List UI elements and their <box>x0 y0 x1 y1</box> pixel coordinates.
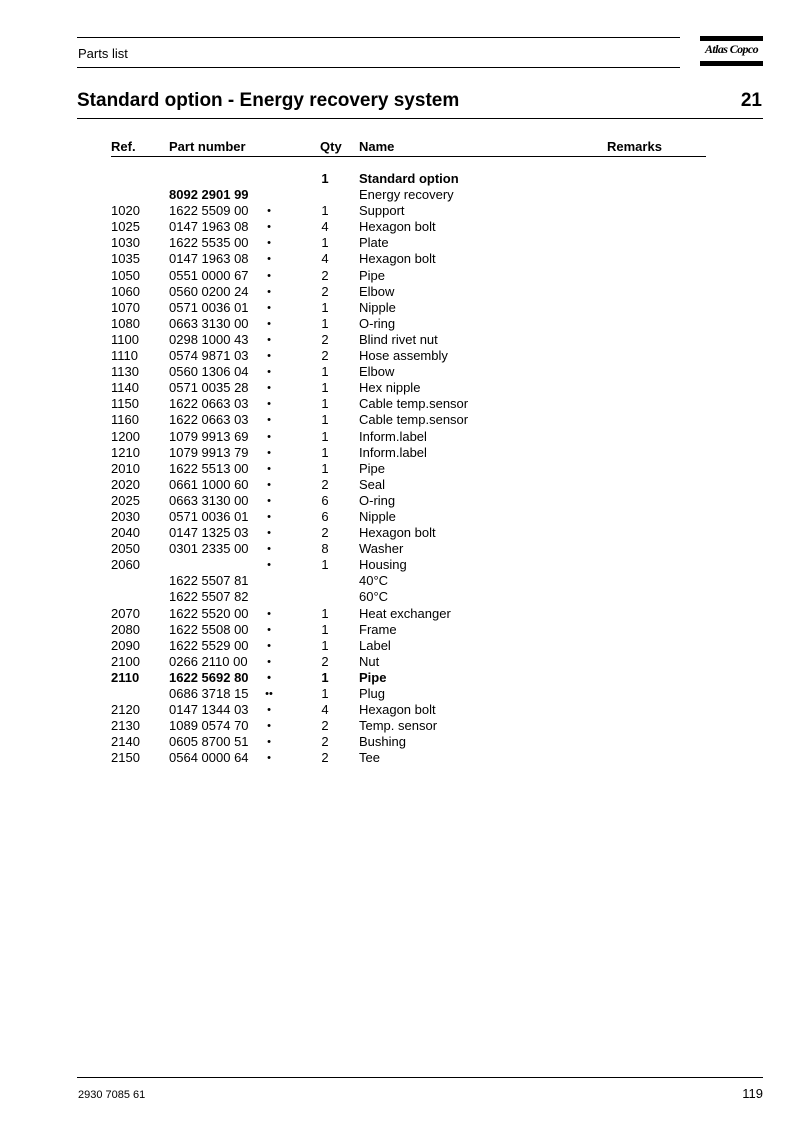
row-marker: • <box>267 478 271 491</box>
row-qty: 1 <box>321 621 329 637</box>
row-qty: 1 <box>321 557 329 573</box>
row-part-number: 1622 5508 00 <box>169 621 249 637</box>
row-marker: • <box>267 237 271 250</box>
row-marker: • <box>267 655 271 668</box>
row-qty: 2 <box>321 283 329 299</box>
table-row <box>0 509 800 525</box>
table-row <box>0 589 800 605</box>
row-part-number: 0560 1306 04 <box>169 364 249 380</box>
brand-logo <box>700 36 763 67</box>
row-qty: 1 <box>321 412 329 428</box>
logo-bottom-bar <box>700 61 763 66</box>
row-qty: 1 <box>321 637 329 653</box>
header-bottom-rule <box>77 67 680 68</box>
row-marker: • <box>267 720 271 733</box>
column-header-ref: Ref. <box>111 139 136 154</box>
table-row <box>0 380 800 396</box>
table-row <box>0 300 800 316</box>
row-part-number: 1622 5507 82 <box>169 589 249 605</box>
row-name: Hex nipple <box>359 380 421 396</box>
row-name: Support <box>359 203 405 219</box>
row-ref: 1060 <box>111 283 140 299</box>
row-ref: 1030 <box>111 235 140 251</box>
row-marker: • <box>267 221 271 234</box>
row-ref: 2130 <box>111 718 140 734</box>
row-marker: • <box>267 462 271 475</box>
table-row <box>0 219 800 235</box>
row-part-number: 0564 0000 64 <box>169 750 249 766</box>
row-name: Cable temp.sensor <box>359 412 469 428</box>
row-name: Bushing <box>359 734 406 750</box>
table-row <box>0 654 800 670</box>
logo-top-bar <box>700 36 763 41</box>
row-ref: 2110 <box>111 669 140 685</box>
row-name: O-ring <box>359 315 396 331</box>
table-row <box>0 557 800 573</box>
row-name: Elbow <box>359 364 395 380</box>
table-row <box>0 251 800 267</box>
table-row <box>0 203 800 219</box>
row-part-number: 0571 0036 01 <box>169 299 249 315</box>
row-name: O-ring <box>359 492 396 508</box>
row-part-number: 0605 8700 51 <box>169 734 249 750</box>
row-ref: 2100 <box>111 653 140 669</box>
row-part-number: 0551 0000 67 <box>169 267 249 283</box>
row-marker: • <box>267 350 271 363</box>
row-part-number: 1089 0574 70 <box>169 718 249 734</box>
row-ref: 1100 <box>111 331 139 347</box>
row-qty: 1 <box>321 171 329 186</box>
row-marker: • <box>267 494 271 507</box>
table-row <box>0 606 800 622</box>
row-part-number: 0266 2110 00 <box>169 653 248 669</box>
row-qty: 1 <box>321 686 329 701</box>
row-name: Plate <box>359 235 389 251</box>
row-part-number: 0663 3130 00 <box>169 492 249 508</box>
row-qty: 2 <box>321 653 329 669</box>
row-ref: 1110 <box>111 348 138 364</box>
row-marker: • <box>267 269 271 282</box>
row-part-number: 0147 1963 08 <box>169 251 249 267</box>
row-ref: 1025 <box>111 219 140 235</box>
row-ref: 1160 <box>111 412 139 428</box>
row-qty: 1 <box>321 315 329 331</box>
table-row <box>0 622 800 638</box>
row-marker: • <box>267 736 271 749</box>
row-part-number: 0661 1000 60 <box>169 476 249 492</box>
row-qty: 1 <box>321 299 329 315</box>
row-part-number: 1079 9913 79 <box>169 444 249 460</box>
title-rule <box>77 118 763 119</box>
row-name: Inform.label <box>359 428 427 444</box>
row-ref: 2030 <box>111 508 140 524</box>
row-part-number: 1622 5507 81 <box>169 573 249 589</box>
row-qty: 2 <box>321 348 329 364</box>
table-row <box>0 541 800 557</box>
row-part-number: 0298 1000 43 <box>169 331 249 347</box>
row-ref: 1035 <box>111 251 140 267</box>
row-qty: 2 <box>321 267 329 283</box>
column-header-qty: Qty <box>320 139 342 154</box>
row-qty: 4 <box>321 702 329 718</box>
row-name: Seal <box>359 476 386 492</box>
row-qty: 8 <box>321 541 329 557</box>
table-row <box>0 573 800 589</box>
row-marker: • <box>267 253 271 266</box>
row-qty: 1 <box>321 364 329 380</box>
table-row <box>0 268 800 284</box>
row-marker: • <box>267 333 271 346</box>
row-name: Nipple <box>359 508 396 524</box>
logo-text: Atlas Copco <box>704 42 759 56</box>
row-ref: 2040 <box>111 525 140 541</box>
row-name: Housing <box>359 557 407 573</box>
row-name: Hexagon bolt <box>359 525 436 541</box>
row-part-number: 8092 2901 99 <box>169 187 249 203</box>
row-marker: • <box>267 704 271 717</box>
row-part-number: 0301 2335 00 <box>169 541 249 557</box>
row-part-number: 1079 9913 69 <box>169 428 249 444</box>
table-row <box>0 187 800 203</box>
row-ref: 2080 <box>111 621 140 637</box>
row-marker: • <box>267 607 271 620</box>
column-header-remarks: Remarks <box>607 139 662 154</box>
row-name: Blind rivet nut <box>359 331 438 347</box>
table-row <box>0 332 800 348</box>
table-row <box>0 670 800 686</box>
table-row <box>0 235 800 251</box>
row-ref: 1070 <box>111 299 140 315</box>
row-marker: • <box>267 639 271 652</box>
row-qty: 2 <box>321 331 329 347</box>
table-row <box>0 429 800 445</box>
row-qty: 1 <box>321 396 329 412</box>
row-name: Hexagon bolt <box>359 251 436 267</box>
row-name: Label <box>359 637 391 653</box>
row-marker: • <box>267 446 271 459</box>
row-part-number: 0571 0035 28 <box>169 380 249 396</box>
row-part-number: 1622 5513 00 <box>169 460 249 476</box>
row-ref: 2010 <box>111 460 140 476</box>
table-row <box>0 171 800 187</box>
row-part-number: 1622 5692 80 <box>169 669 249 685</box>
row-marker: • <box>267 398 271 411</box>
row-part-number: 0663 3130 00 <box>169 315 249 331</box>
row-qty: 1 <box>321 460 329 476</box>
section-number: 21 <box>740 90 762 111</box>
table-row <box>0 461 800 477</box>
row-qty: 1 <box>321 669 329 685</box>
row-name: Nut <box>359 653 380 669</box>
row-marker: • <box>267 301 271 314</box>
row-marker: • <box>267 317 271 330</box>
table-row <box>0 412 800 428</box>
table-row <box>0 364 800 380</box>
row-marker: • <box>267 414 271 427</box>
row-part-number: 0686 3718 15 <box>169 686 249 701</box>
row-marker: • <box>267 366 271 379</box>
page-number: 119 <box>742 1086 763 1101</box>
table-row <box>0 702 800 718</box>
header-top-rule <box>77 37 680 38</box>
row-ref: 1080 <box>111 315 140 331</box>
table-row <box>0 525 800 541</box>
row-qty: 6 <box>321 508 329 524</box>
row-marker: • <box>267 527 271 540</box>
row-qty: 1 <box>321 203 329 219</box>
row-marker: • <box>267 285 271 298</box>
row-ref: 2020 <box>111 476 140 492</box>
row-name: Standard option <box>359 171 459 186</box>
row-part-number: 1622 0663 03 <box>169 396 249 412</box>
row-ref: 2025 <box>111 492 140 508</box>
row-marker: • <box>267 543 271 556</box>
row-ref: 1200 <box>111 428 140 444</box>
row-marker: • <box>267 752 271 765</box>
table-row <box>0 750 800 766</box>
row-ref: 2150 <box>111 750 140 766</box>
row-name: Plug <box>359 686 386 701</box>
table-row <box>0 718 800 734</box>
table-row <box>0 316 800 332</box>
table-row <box>0 284 800 300</box>
row-name: Elbow <box>359 283 395 299</box>
row-name: Inform.label <box>359 444 427 460</box>
row-marker: •• <box>265 688 273 700</box>
row-qty: 6 <box>321 492 329 508</box>
row-name: Nipple <box>359 299 396 315</box>
row-ref: 2060 <box>111 557 140 573</box>
row-qty: 2 <box>321 718 329 734</box>
row-ref: 2140 <box>111 734 140 750</box>
row-ref: 2120 <box>111 702 140 718</box>
row-name: Hose assembly <box>359 348 448 364</box>
column-header-part-number: Part number <box>169 139 246 154</box>
row-qty: 2 <box>321 476 329 492</box>
row-qty: 1 <box>321 428 329 444</box>
row-ref: 1050 <box>111 267 140 283</box>
row-ref: 1020 <box>111 203 140 219</box>
column-header-name: Name <box>359 139 395 154</box>
document-number: 2930 7085 61 <box>78 1089 146 1101</box>
row-ref: 2050 <box>111 541 140 557</box>
table-row <box>0 477 800 493</box>
row-part-number: 0560 0200 24 <box>169 283 249 299</box>
row-part-number: 0147 1963 08 <box>169 219 249 235</box>
table-row <box>0 638 800 654</box>
row-ref: 1210 <box>111 444 140 460</box>
row-ref: 2090 <box>111 637 140 653</box>
row-name: Hexagon bolt <box>359 219 436 235</box>
parts-table-body <box>0 171 800 766</box>
row-part-number: 0571 0036 01 <box>169 508 249 524</box>
row-part-number: 0574 9871 03 <box>169 348 249 364</box>
document-type-label: Parts list <box>78 46 128 61</box>
row-marker: • <box>267 671 271 684</box>
row-qty: 2 <box>321 750 329 766</box>
table-row <box>0 493 800 509</box>
row-marker: • <box>267 205 271 218</box>
row-marker: • <box>267 510 271 523</box>
row-name: Temp. sensor <box>359 718 438 734</box>
row-marker: • <box>267 623 271 636</box>
row-name: Washer <box>359 541 404 557</box>
row-part-number: 0147 1325 03 <box>169 525 249 541</box>
row-marker: • <box>267 430 271 443</box>
row-ref: 1130 <box>111 364 139 380</box>
row-qty: 1 <box>321 605 329 621</box>
row-qty: 1 <box>321 380 329 396</box>
row-part-number: 1622 0663 03 <box>169 412 249 428</box>
row-marker: • <box>267 559 271 572</box>
table-row <box>0 686 800 702</box>
table-row <box>0 348 800 364</box>
row-ref: 1140 <box>111 380 139 396</box>
row-name: 40°C <box>359 573 389 589</box>
row-part-number: 1622 5529 00 <box>169 637 249 653</box>
page-title: Standard option - Energy recovery system <box>77 90 460 111</box>
row-qty: 2 <box>321 525 329 541</box>
row-qty: 4 <box>321 219 329 235</box>
row-part-number: 0147 1344 03 <box>169 702 249 718</box>
row-qty: 1 <box>321 444 329 460</box>
row-ref: 1150 <box>111 396 139 412</box>
row-name: Heat exchanger <box>359 605 451 621</box>
row-name: Pipe <box>359 460 386 476</box>
row-part-number: 1622 5535 00 <box>169 235 249 251</box>
row-name: Frame <box>359 621 397 637</box>
row-name: 60°C <box>359 589 389 605</box>
row-marker: • <box>267 382 271 395</box>
table-row <box>0 734 800 750</box>
table-row <box>0 396 800 412</box>
table-row <box>0 445 800 461</box>
row-ref: 2070 <box>111 605 140 621</box>
row-name: Hexagon bolt <box>359 702 436 718</box>
row-name: Tee <box>359 750 380 766</box>
row-name: Energy recovery <box>359 187 454 203</box>
row-part-number: 1622 5509 00 <box>169 203 249 219</box>
row-name: Pipe <box>359 669 387 685</box>
row-name: Pipe <box>359 267 386 283</box>
table-header-rule <box>111 156 706 157</box>
row-qty: 4 <box>321 251 329 267</box>
row-qty: 2 <box>321 734 329 750</box>
row-part-number: 1622 5520 00 <box>169 605 249 621</box>
row-name: Cable temp.sensor <box>359 396 469 412</box>
row-qty: 1 <box>321 235 329 251</box>
footer-rule <box>77 1077 763 1078</box>
